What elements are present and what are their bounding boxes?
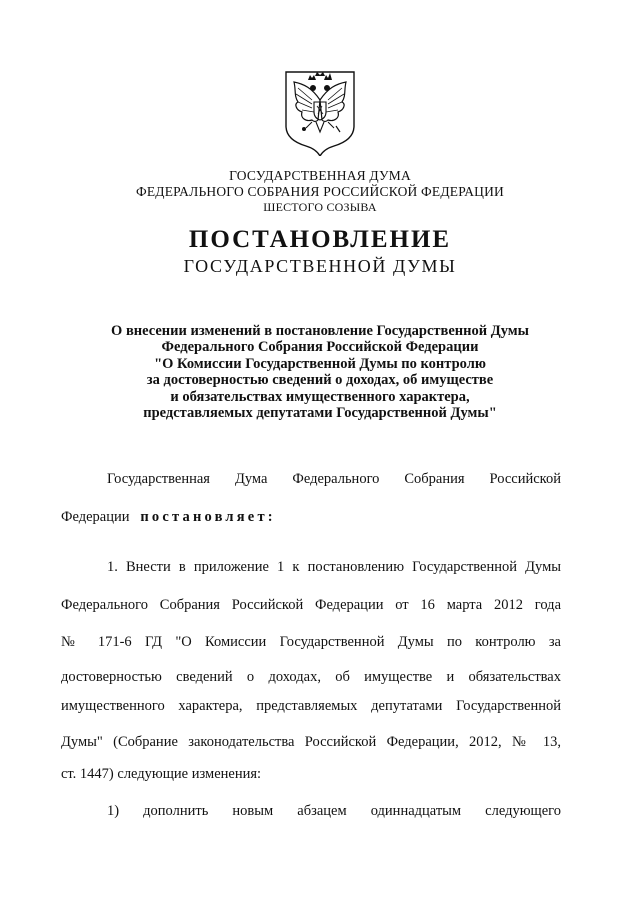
- preamble-verb: постановляет:: [140, 509, 276, 525]
- resolution-subject: [60, 323, 580, 421]
- coat-of-arms-emblem: [282, 70, 358, 156]
- subject-line: "О Комиссии Государственной Думы по контролю: [154, 355, 486, 372]
- subitem-1-line: 1) дополнить новым абзацем одиннадцатым следующего: [107, 803, 561, 819]
- organization-name-line-1: ГОСУДАРСТВЕННАЯ ДУМА: [229, 168, 411, 183]
- item-1-line: Федерального Собрания Российской Федерации от 16 марта 2012 года: [61, 597, 561, 613]
- item-1-line: достоверностью сведений о доходах, об имуществе и обязательствах: [61, 669, 561, 685]
- item-1-line: 1. Внести в приложение 1 к постановлению Государственной Думы: [107, 559, 561, 575]
- subject-line: представляемых депутатами Государственной Думы": [143, 405, 497, 422]
- subject-line: Федерального Собрания Российской Федерации: [161, 339, 479, 356]
- item-1-line: имущественного характера, представляемых депутатами Государственной: [61, 698, 561, 714]
- item-1-line: № 171-6 ГД "О Комиссии Государственной Думы по контролю за: [61, 634, 561, 650]
- document-type-title: ПОСТАНОВЛЕНИЕ: [188, 226, 452, 253]
- subject-line: за достоверностью сведений о доходах, об имуществе: [146, 372, 494, 389]
- organization-name-line-2: ФЕДЕРАЛЬНОГО СОБРАНИЯ РОССИЙСКОЙ ФЕДЕРАЦИИ: [136, 184, 504, 199]
- item-1-line: Думы" (Собрание законодательства Российской Федерации, 2012, № 13,: [61, 734, 561, 750]
- preamble-line-1: Государственная Дума Федерального Собрания Российской: [107, 471, 561, 487]
- preamble-subject: Федерации: [61, 509, 130, 525]
- subject-line: О внесении изменений в постановление Государственной Думы: [111, 323, 529, 339]
- convocation-line: ШЕСТОГО СОЗЫВА: [263, 200, 377, 214]
- preamble-line-2: [61, 508, 561, 526]
- document-issuer-title: ГОСУДАРСТВЕННОЙ ДУМЫ: [183, 256, 457, 276]
- subject-line: и обязательствах имущественного характера,: [170, 388, 470, 405]
- item-1-line: ст. 1447) следующие изменения:: [61, 766, 262, 782]
